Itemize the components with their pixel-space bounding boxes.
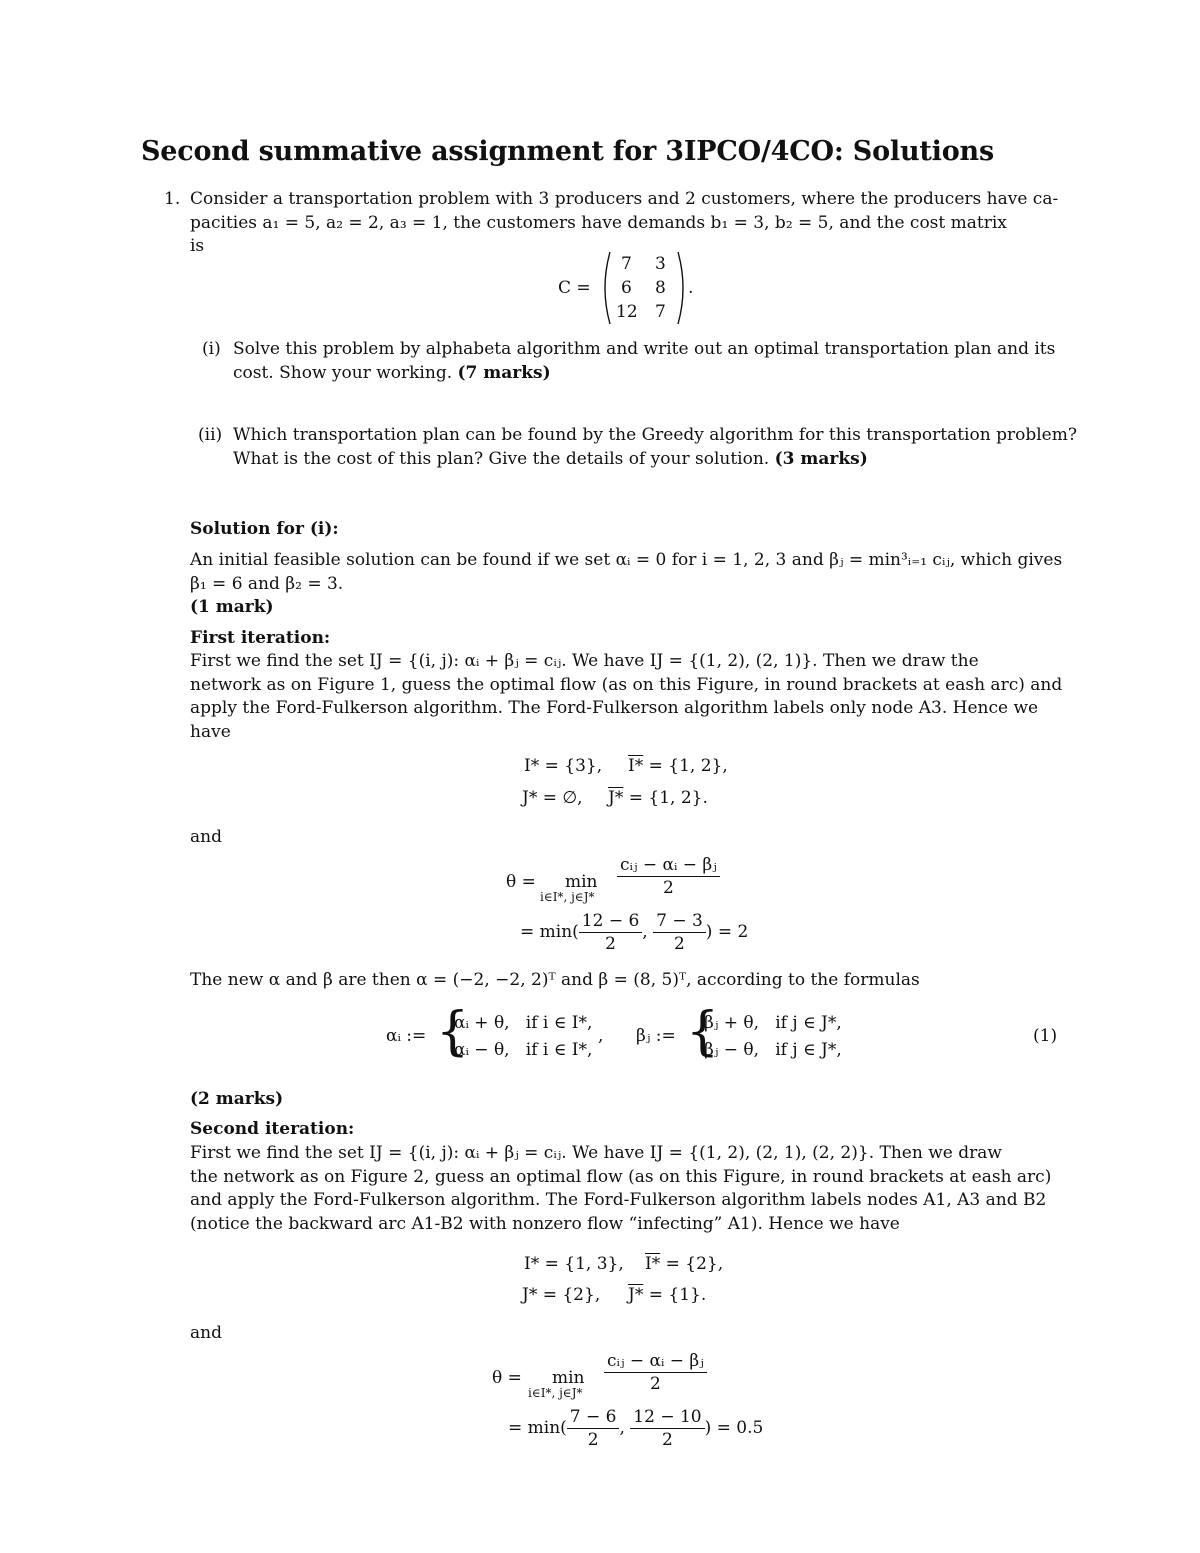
iter2-eval-suffix: ) = 0.5 bbox=[704, 1418, 764, 1438]
iter1-eval-suffix: ) = 2 bbox=[705, 922, 749, 942]
part-ii-marks: (3 marks) bbox=[774, 448, 868, 469]
iter2-Jbar-value: = {1}. bbox=[648, 1285, 707, 1305]
alpha-separator: , bbox=[598, 1026, 604, 1046]
problem-intro-line: pacities a₁ = 5, a₂ = 2, a₃ = 1, the customers have demands b₁ = 3, b₂ = 5, and the cost matrix bbox=[190, 212, 1007, 233]
iter2-eval-prefix: = min( bbox=[508, 1418, 567, 1438]
part-ii-line-text: What is the cost of this plan? Give the details of your solution. bbox=[233, 448, 770, 469]
matrix-cell: 7 bbox=[621, 254, 632, 274]
theta-denominator: 2 bbox=[662, 878, 674, 898]
beta-case-2: βⱼ − θ, if j ∈ J*, bbox=[704, 1040, 842, 1060]
iter1-frac1-den: 2 bbox=[605, 934, 616, 954]
theta-lhs: θ = bbox=[506, 872, 536, 892]
new-alpha-beta: The new α and β are then α = (−2, −2, 2)ᵀ and β = (8, 5)ᵀ, according to the formulas bbox=[190, 970, 920, 990]
iteration-1-line: network as on Figure 1, guess the optimal flow (as on this Figure, in round brackets at eash arc) and bbox=[190, 674, 1063, 695]
iter2-frac2-den: 2 bbox=[662, 1430, 673, 1450]
beta-case-1: βⱼ + θ, if j ∈ J*, bbox=[704, 1013, 842, 1033]
iter1-Jbar-set bbox=[608, 788, 708, 808]
iteration-2-line: (notice the backward arc A1-B2 with nonzero flow “infecting” A1). Hence we have bbox=[190, 1213, 900, 1234]
iter1-frac2-num: 7 − 3 bbox=[653, 910, 706, 933]
matrix-cell: 7 bbox=[655, 302, 666, 322]
iter1-I-set: I* = {3}, bbox=[524, 756, 603, 776]
theta2-min: min bbox=[552, 1368, 585, 1388]
theta2-min-subscript: i∈I*, j∈J* bbox=[528, 1386, 583, 1400]
theta2-denominator: 2 bbox=[649, 1374, 661, 1394]
alpha-brace: { bbox=[436, 1002, 470, 1062]
iteration-2-line: the network as on Figure 2, guess an optimal flow (as on this Figure, in round brackets at eash arc) bbox=[190, 1166, 1052, 1187]
part-ii-line bbox=[233, 448, 1063, 472]
beta-brace: { bbox=[686, 1002, 720, 1062]
page-title: Second summative assignment for 3IPCO/4CO: Solutions bbox=[141, 136, 994, 167]
iter2-Ibar-symbol: I* bbox=[645, 1254, 661, 1274]
iter2-eval: = min( $\frac{7 - 6}{2}$ , $\frac{12 - 10}{2}$ ) = 0.5 bbox=[508, 1407, 764, 1450]
part-i-line: Solve this problem by alphabeta algorithm and write out an optimal transportation plan and its bbox=[233, 339, 1056, 359]
matrix-cell: 3 bbox=[655, 254, 666, 274]
theta-numerator: cᵢⱼ − αᵢ − βⱼ bbox=[617, 854, 720, 877]
iter1-frac1-num: 12 − 6 bbox=[579, 910, 643, 933]
alpha-case-2: αᵢ − θ, if i ∈ I*, bbox=[454, 1040, 593, 1060]
iter2-frac1-num: 7 − 6 bbox=[567, 1406, 620, 1429]
iteration-1-heading: First iteration: bbox=[190, 628, 331, 648]
iter1-Ibar-value: = {1, 2}, bbox=[648, 756, 728, 776]
iter1-Ibar-symbol: I* bbox=[628, 756, 644, 776]
iter1-eval-prefix: = min( bbox=[520, 922, 579, 942]
iteration-1-line: have bbox=[190, 721, 231, 742]
iter1-Jbar-value: = {1, 2}. bbox=[628, 788, 708, 808]
initial-solution-line: β₁ = 6 and β₂ = 3. bbox=[190, 573, 344, 594]
alpha-case-1: αᵢ + θ, if i ∈ I*, bbox=[454, 1013, 593, 1033]
part-i-marks: (7 marks) bbox=[457, 362, 551, 383]
theta-min-subscript: i∈I*, j∈J* bbox=[540, 890, 595, 904]
and-1: and bbox=[190, 827, 222, 847]
part-i-text bbox=[233, 338, 1063, 385]
mark-1: (1 mark) bbox=[190, 597, 274, 617]
matrix-cell: 6 bbox=[621, 278, 632, 298]
iter2-Ibar-value: = {2}, bbox=[665, 1254, 724, 1274]
iter1-Jbar-symbol: J* bbox=[608, 788, 624, 808]
iteration-2-text bbox=[190, 1142, 1062, 1236]
theta-fraction bbox=[617, 854, 720, 899]
part-i-line bbox=[233, 362, 1063, 386]
iteration-1-line: First we find the set IJ = {(i, j): αᵢ + βⱼ = cᵢⱼ. We have IJ = {(1, 2), (2, 1)}. Then we draw the bbox=[190, 651, 979, 671]
iter1-J-set: J* = ∅, bbox=[522, 788, 583, 808]
iter2-frac1-den: 2 bbox=[587, 1430, 599, 1450]
and-2: and bbox=[190, 1323, 222, 1343]
problem-intro bbox=[190, 188, 1060, 259]
beta-update-lhs: βⱼ := bbox=[636, 1026, 676, 1046]
iter1-Ibar-set bbox=[628, 756, 728, 776]
alpha-update-lhs: αᵢ := bbox=[386, 1026, 427, 1046]
mark-2: (2 marks) bbox=[190, 1089, 284, 1109]
iter2-frac2-num: 12 − 10 bbox=[630, 1406, 704, 1429]
theta-min: min bbox=[565, 872, 598, 892]
iteration-2-line: First we find the set IJ = {(i, j): αᵢ + βⱼ = cᵢⱼ. We have IJ = {(1, 2), (2, 1), (2, 2)}. Then we draw bbox=[190, 1143, 1002, 1163]
cost-matrix-label: C = bbox=[558, 278, 591, 298]
iteration-2-line: and apply the Ford-Fulkerson algorithm. The Ford-Fulkerson algorithm labels nodes A1, A3 and B2 bbox=[190, 1190, 1047, 1210]
initial-solution-line: An initial feasible solution can be found if we set αᵢ = 0 for i = 1, 2, 3 and βⱼ = min³ᵢ₌₁ cᵢⱼ, which gives bbox=[190, 550, 1063, 570]
iter2-Jbar-symbol: J* bbox=[628, 1285, 644, 1305]
matrix-cell: 12 bbox=[616, 302, 638, 322]
iter1-frac2-den: 2 bbox=[674, 934, 685, 954]
part-i-label: (i) bbox=[202, 339, 221, 359]
iteration-2-heading: Second iteration: bbox=[190, 1119, 355, 1139]
theta2-fraction bbox=[604, 1350, 707, 1395]
iter2-J-set: J* = {2}, bbox=[522, 1285, 601, 1305]
cost-matrix-brackets bbox=[600, 250, 690, 326]
iteration-1-text bbox=[190, 650, 1062, 744]
iter1-eval: = min( $\frac{12 - 6}{2}$ , $\frac{7 - 3}{2}$ ) = 2 bbox=[520, 911, 749, 954]
problem-number: 1. bbox=[164, 189, 181, 209]
initial-solution bbox=[190, 549, 1062, 620]
matrix-cell: 8 bbox=[655, 278, 666, 298]
theta2-numerator: cᵢⱼ − αᵢ − βⱼ bbox=[604, 1350, 707, 1373]
iteration-1-line: apply the Ford-Fulkerson algorithm. The Ford-Fulkerson algorithm labels only node A3. Hence we bbox=[190, 698, 1039, 718]
part-ii-line: Which transportation plan can be found by the Greedy algorithm for this transportation problem? bbox=[233, 425, 1077, 445]
theta2-lhs: θ = bbox=[492, 1368, 522, 1388]
iter2-Jbar-set bbox=[628, 1285, 706, 1305]
iter2-I-set: I* = {1, 3}, bbox=[524, 1254, 624, 1274]
problem-intro-line: Consider a transportation problem with 3 producers and 2 customers, where the producers have ca- bbox=[190, 189, 1059, 209]
solution-heading: Solution for (i): bbox=[190, 519, 339, 539]
matrix-end: . bbox=[688, 278, 694, 298]
iter2-Ibar-set bbox=[645, 1254, 723, 1274]
part-ii-text bbox=[233, 424, 1077, 471]
part-ii-label: (ii) bbox=[198, 425, 223, 445]
part-i-line-text: cost. Show your working. bbox=[233, 362, 453, 383]
problem-intro-line: is bbox=[190, 236, 205, 256]
equation-number: (1) bbox=[1033, 1026, 1058, 1046]
